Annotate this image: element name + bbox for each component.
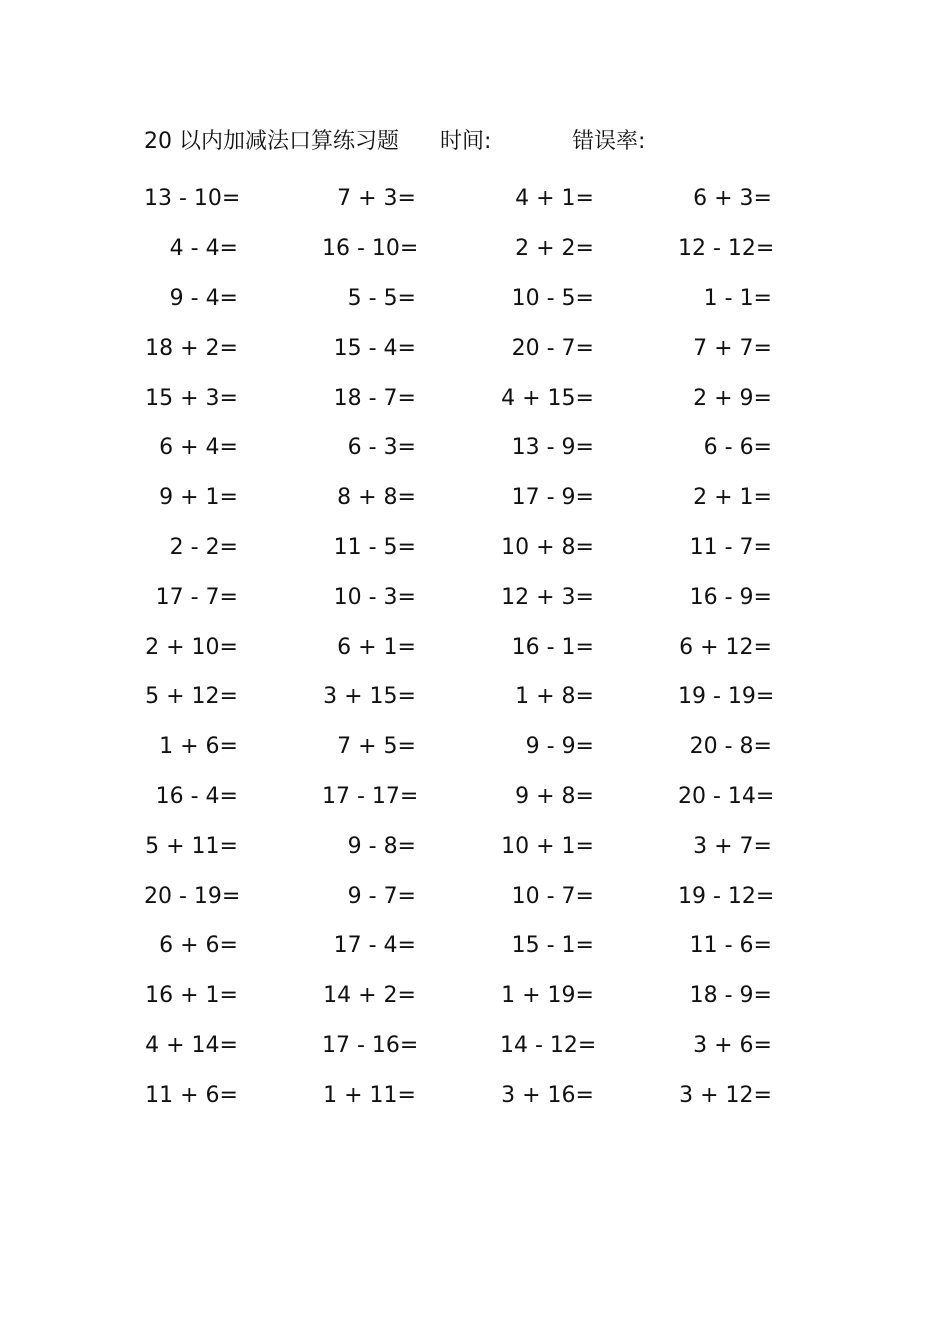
math-problem: 10 + 8= xyxy=(501,534,594,560)
problem-row xyxy=(144,174,784,224)
math-problem: 11 + 6= xyxy=(145,1082,238,1108)
math-problem: 13 - 10= xyxy=(144,186,241,212)
problem-row xyxy=(144,622,784,672)
math-problem: 1 + 8= xyxy=(515,684,594,710)
math-problem: 1 - 1= xyxy=(703,285,772,311)
math-problem: 3 + 6= xyxy=(693,1032,772,1058)
math-problem: 3 + 15= xyxy=(323,684,416,710)
math-problem: 11 - 6= xyxy=(689,933,772,959)
math-problem: 1 + 11= xyxy=(323,1082,416,1108)
math-problem: 11 - 5= xyxy=(333,534,416,560)
math-problem: 12 - 12= xyxy=(678,236,775,262)
math-problem: 16 - 1= xyxy=(511,634,594,660)
math-problem: 6 + 3= xyxy=(693,186,772,212)
problem-grid xyxy=(144,174,784,1120)
error-rate-label: 错误率: xyxy=(572,129,646,154)
math-problem: 7 + 7= xyxy=(693,335,772,361)
math-problem: 18 - 9= xyxy=(689,983,772,1009)
math-problem: 3 + 16= xyxy=(501,1082,594,1108)
math-problem: 9 - 7= xyxy=(347,883,416,909)
math-problem: 9 - 9= xyxy=(525,734,594,760)
math-problem: 17 - 7= xyxy=(155,584,238,610)
math-problem: 6 + 12= xyxy=(679,634,772,660)
math-problem: 17 - 4= xyxy=(333,933,416,959)
math-problem: 6 - 6= xyxy=(703,435,772,461)
math-problem: 5 + 11= xyxy=(145,833,238,859)
math-problem: 6 + 6= xyxy=(159,933,238,959)
math-problem: 1 + 19= xyxy=(501,983,594,1009)
worksheet-title: 20 以内加减法口算练习题 xyxy=(144,129,399,154)
problem-row xyxy=(144,572,784,622)
time-label: 时间: xyxy=(440,129,492,154)
math-problem: 16 - 9= xyxy=(689,584,772,610)
math-problem: 5 - 5= xyxy=(347,285,416,311)
problem-row xyxy=(144,821,784,871)
math-problem: 12 + 3= xyxy=(501,584,594,610)
math-problem: 20 - 19= xyxy=(144,883,241,909)
problem-row xyxy=(144,1021,784,1071)
math-problem: 2 + 9= xyxy=(693,385,772,411)
math-problem: 7 + 5= xyxy=(337,734,416,760)
math-problem: 9 - 8= xyxy=(347,833,416,859)
problem-row xyxy=(144,672,784,722)
math-problem: 15 - 4= xyxy=(333,335,416,361)
problem-row xyxy=(144,274,784,324)
math-problem: 20 - 8= xyxy=(689,734,772,760)
math-problem: 13 - 9= xyxy=(511,435,594,461)
math-problem: 4 + 14= xyxy=(145,1032,238,1058)
math-problem: 20 - 14= xyxy=(678,783,775,809)
math-problem: 18 - 7= xyxy=(333,385,416,411)
math-problem: 6 + 1= xyxy=(337,634,416,660)
math-problem: 6 + 4= xyxy=(159,435,238,461)
problem-row xyxy=(144,224,784,274)
math-problem: 4 + 1= xyxy=(515,186,594,212)
math-problem: 16 - 10= xyxy=(322,236,419,262)
problem-row xyxy=(144,772,784,822)
problem-row xyxy=(144,1070,784,1120)
math-problem: 15 - 1= xyxy=(511,933,594,959)
math-problem: 2 - 2= xyxy=(169,534,238,560)
math-problem: 5 + 12= xyxy=(145,684,238,710)
math-problem: 4 - 4= xyxy=(169,236,238,262)
math-problem: 9 + 1= xyxy=(159,485,238,511)
problem-row xyxy=(144,373,784,423)
problem-row xyxy=(144,473,784,523)
worksheet-header xyxy=(144,126,824,158)
math-problem: 9 - 4= xyxy=(169,285,238,311)
math-problem: 2 + 2= xyxy=(515,236,594,262)
math-problem: 8 + 8= xyxy=(337,485,416,511)
math-problem: 3 + 12= xyxy=(679,1082,772,1108)
problem-row xyxy=(144,722,784,772)
math-problem: 17 - 9= xyxy=(511,485,594,511)
math-problem: 20 - 7= xyxy=(511,335,594,361)
math-problem: 18 + 2= xyxy=(145,335,238,361)
math-problem: 4 + 15= xyxy=(501,385,594,411)
math-problem: 19 - 19= xyxy=(678,684,775,710)
math-problem: 2 + 10= xyxy=(145,634,238,660)
math-problem: 14 + 2= xyxy=(323,983,416,1009)
math-problem: 15 + 3= xyxy=(145,385,238,411)
problem-row xyxy=(144,323,784,373)
math-problem: 17 - 17= xyxy=(322,783,419,809)
math-problem: 10 - 5= xyxy=(511,285,594,311)
math-problem: 9 + 8= xyxy=(515,783,594,809)
math-problem: 10 + 1= xyxy=(501,833,594,859)
problem-row xyxy=(144,423,784,473)
problem-row xyxy=(144,523,784,573)
problem-row xyxy=(144,871,784,921)
math-problem: 19 - 12= xyxy=(678,883,775,909)
math-problem: 16 - 4= xyxy=(155,783,238,809)
math-problem: 3 + 7= xyxy=(693,833,772,859)
math-problem: 10 - 3= xyxy=(333,584,416,610)
math-problem: 11 - 7= xyxy=(689,534,772,560)
math-problem: 17 - 16= xyxy=(322,1032,419,1058)
math-problem: 10 - 7= xyxy=(511,883,594,909)
math-problem: 7 + 3= xyxy=(337,186,416,212)
math-problem: 16 + 1= xyxy=(145,983,238,1009)
math-problem: 14 - 12= xyxy=(500,1032,597,1058)
math-problem: 2 + 1= xyxy=(693,485,772,511)
math-problem: 1 + 6= xyxy=(159,734,238,760)
problem-row xyxy=(144,921,784,971)
math-problem: 6 - 3= xyxy=(347,435,416,461)
problem-row xyxy=(144,971,784,1021)
